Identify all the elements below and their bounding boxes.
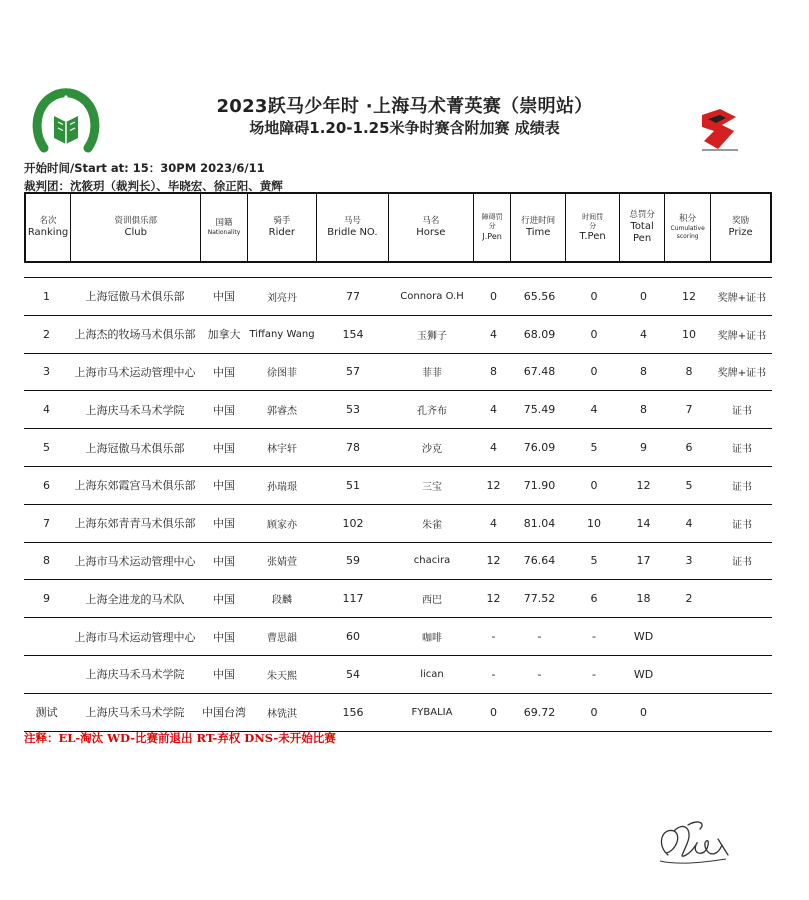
cell-total-penalty: WD — [633, 630, 654, 644]
cell-ranking: 7 — [43, 516, 50, 530]
cell-rider: 曹思韻 — [267, 633, 297, 645]
cell-horse: 菲菲 — [422, 368, 442, 380]
cell-bridle-no: 156 — [342, 705, 364, 719]
cell-cumulative-scoring: 7 — [685, 403, 693, 417]
col-time: 行进时间 Time — [511, 194, 566, 261]
cell-prize: 奖牌+证书 — [717, 292, 767, 304]
cell-time: 68.09 — [523, 327, 556, 341]
cell-bridle-no: 78 — [346, 441, 360, 455]
cell-jump-penalty: - — [491, 667, 496, 681]
cell-club: 上海庆马禾马术学院 — [85, 706, 185, 720]
cell-prize: 证书 — [732, 481, 752, 493]
cell-jump-penalty: 8 — [490, 365, 497, 379]
page-title: 2023跃马少年时 ·上海马术菁英赛（崇明站） — [216, 96, 593, 117]
cell-bridle-no: 60 — [346, 630, 360, 644]
cell-bridle-no: 59 — [346, 554, 360, 568]
cell-cumulative-scoring: 2 — [685, 592, 693, 606]
cell-time-penalty: 0 — [590, 478, 598, 492]
cell-jump-penalty: - — [491, 630, 496, 644]
cell-jump-penalty: 12 — [486, 592, 501, 606]
cell-rider: 郭睿杰 — [267, 406, 297, 418]
col-horse: 马名 Horse — [389, 194, 474, 261]
cell-time: 75.49 — [523, 403, 556, 417]
table-row — [24, 390, 772, 428]
cell-time: 69.72 — [523, 705, 556, 719]
cell-nationality: 中国台湾 — [202, 706, 246, 720]
cell-rider: 顾家亦 — [267, 519, 297, 531]
cell-horse: 咖啡 — [422, 633, 442, 645]
cell-club: 上海市马术运动管理中心 — [74, 630, 196, 644]
cell-nationality: 中国 — [213, 479, 235, 493]
cell-total-penalty: 12 — [636, 478, 651, 492]
cell-club: 上海杰的牧场马术俱乐部 — [74, 328, 196, 342]
cell-prize: 证书 — [732, 519, 752, 531]
cell-jump-penalty: 4 — [490, 327, 497, 341]
cell-nationality: 中国 — [213, 290, 235, 304]
cell-prize: 奖牌+证书 — [717, 330, 767, 342]
cell-rider: 林宇轩 — [267, 444, 297, 456]
cell-rider: 刘亮丹 — [267, 292, 297, 304]
cell-ranking: 9 — [43, 592, 50, 606]
cell-ranking: 6 — [43, 478, 50, 492]
cell-horse: Connora O.H — [400, 290, 464, 302]
cell-time-penalty: 0 — [590, 327, 598, 341]
cell-club: 上海冠傲马术俱乐部 — [85, 441, 185, 455]
cell-cumulative-scoring: 10 — [682, 327, 696, 341]
cell-time-penalty: 5 — [590, 441, 598, 455]
cell-prize: 奖牌+证书 — [717, 368, 767, 380]
cell-time: 76.09 — [523, 441, 556, 455]
col-jump-penalty: 障碍罚分 J.Pen — [474, 194, 511, 261]
cell-nationality: 中国 — [213, 517, 235, 531]
cell-rider: 孙瑞璟 — [267, 481, 297, 493]
cell-time-penalty: 4 — [590, 403, 598, 417]
cell-cumulative-scoring: 4 — [685, 516, 693, 530]
cell-time-penalty: - — [592, 630, 596, 644]
cell-club: 上海庆马禾马术学院 — [85, 668, 185, 682]
cell-total-penalty: 17 — [636, 554, 651, 568]
cell-club: 上海东郊霞宫马术俱乐部 — [74, 479, 196, 493]
cell-time-penalty: 0 — [590, 705, 598, 719]
cell-time: 76.64 — [523, 554, 556, 568]
cell-club: 上海冠傲马术俱乐部 — [85, 290, 185, 304]
col-total-penalty: 总罚分 Total Pen — [620, 194, 665, 261]
cell-horse: 沙克 — [422, 444, 442, 456]
cell-time-penalty: 10 — [587, 516, 601, 530]
cell-total-penalty: 9 — [640, 441, 647, 455]
cell-cumulative-scoring: 8 — [685, 365, 693, 379]
cell-nationality: 中国 — [213, 554, 235, 568]
cell-horse: chacira — [413, 555, 451, 567]
cell-rider: 徐图菲 — [267, 368, 297, 380]
cell-horse: lican — [420, 668, 444, 680]
table-row — [24, 579, 772, 617]
table-row — [24, 693, 772, 732]
cell-time: 71.90 — [523, 478, 556, 492]
cell-bridle-no: 53 — [346, 403, 360, 417]
table-row — [24, 504, 772, 542]
cell-time: 81.04 — [523, 516, 556, 530]
cell-club: 上海全进龙的马术队 — [85, 592, 185, 606]
cell-horse: 玉狮子 — [417, 330, 447, 342]
cell-horse: 孔齐布 — [417, 406, 447, 418]
col-ranking: 名次 Ranking — [24, 194, 71, 261]
cell-cumulative-scoring: 6 — [685, 441, 693, 455]
cell-club: 上海东郊青青马术俱乐部 — [74, 517, 196, 531]
cell-rider: 段麟 — [272, 595, 292, 607]
cell-cumulative-scoring: 5 — [685, 478, 693, 492]
cell-time-penalty: 5 — [590, 554, 598, 568]
cell-time: - — [537, 630, 542, 644]
cell-total-penalty: 0 — [640, 705, 647, 719]
legend-note: 注释：EL-淘汰 WD-比赛前退出 RT-弃权 DNS-未开始比赛 — [24, 731, 336, 745]
table-row — [24, 542, 772, 580]
cell-nationality: 中国 — [213, 365, 235, 379]
cell-total-penalty: 8 — [640, 365, 647, 379]
cell-jump-penalty: 0 — [490, 705, 497, 719]
table-row — [24, 315, 772, 353]
cell-ranking: 3 — [43, 365, 50, 379]
results-rows — [24, 277, 772, 732]
cell-jump-penalty: 4 — [490, 403, 497, 417]
cell-total-penalty: 18 — [636, 592, 651, 606]
start-time: 开始时间/Start at: 15：30PM 2023/6/11 — [24, 161, 265, 175]
cell-bridle-no: 54 — [346, 667, 360, 681]
cell-time-penalty: 0 — [590, 289, 598, 303]
cell-cumulative-scoring: 12 — [682, 289, 696, 303]
cell-club: 上海市马术运动管理中心 — [74, 365, 196, 379]
cell-rider: 朱天熙 — [267, 670, 297, 682]
table-header — [24, 192, 772, 263]
cell-jump-penalty: 12 — [486, 554, 501, 568]
cell-total-penalty: 4 — [640, 327, 647, 341]
cell-horse: FYBALIA — [411, 706, 453, 718]
cell-ranking: 4 — [43, 403, 50, 417]
cell-prize: 证书 — [732, 444, 752, 456]
cell-horse: 三宝 — [422, 481, 442, 493]
cell-time-penalty: 6 — [590, 592, 598, 606]
cell-nationality: 中国 — [213, 592, 235, 606]
cell-time: 77.52 — [523, 592, 556, 606]
col-prize: 奖励 Prize — [711, 194, 772, 261]
cell-ranking: 1 — [43, 289, 50, 303]
cell-bridle-no: 117 — [342, 592, 364, 606]
cell-bridle-no: 57 — [346, 365, 360, 379]
cell-time: 65.56 — [523, 289, 556, 303]
table-row — [24, 617, 772, 655]
page-subtitle: 场地障碍1.20-1.25米争时赛含附加赛 成绩表 — [249, 119, 560, 137]
cell-ranking: 5 — [43, 441, 50, 455]
table-row — [24, 277, 772, 315]
table-row — [24, 428, 772, 466]
table-row — [24, 655, 772, 693]
cell-time: - — [537, 667, 542, 681]
cell-prize: 证书 — [732, 557, 752, 569]
cell-jump-penalty: 4 — [490, 516, 497, 530]
cell-nationality: 中国 — [213, 403, 235, 417]
col-rider: 骑手 Rider — [248, 194, 318, 261]
cell-jump-penalty: 0 — [490, 289, 497, 303]
col-nationality: 国籍 Nationality — [201, 194, 247, 261]
table-row — [24, 353, 772, 391]
col-club: 资训俱乐部 Club — [71, 194, 201, 261]
cell-nationality: 加拿大 — [207, 328, 241, 342]
cell-time-penalty: 0 — [590, 365, 598, 379]
cell-club: 上海市马术运动管理中心 — [74, 554, 196, 568]
cell-total-penalty: 14 — [636, 516, 651, 530]
cell-total-penalty: 0 — [640, 289, 647, 303]
cell-rider: 林铣淇 — [267, 708, 297, 720]
cell-prize: 证书 — [732, 406, 752, 418]
cell-nationality: 中国 — [213, 630, 235, 644]
cell-nationality: 中国 — [213, 668, 235, 682]
cell-jump-penalty: 4 — [490, 441, 497, 455]
cell-bridle-no: 102 — [342, 516, 364, 530]
results-table — [24, 192, 772, 732]
cell-rider: 张婧萱 — [267, 557, 297, 569]
cell-cumulative-scoring: 3 — [685, 554, 693, 568]
cell-bridle-no: 77 — [346, 289, 360, 303]
table-row — [24, 466, 772, 504]
cell-time: 67.48 — [523, 365, 556, 379]
cell-rider: Tiffany Wang — [249, 328, 315, 340]
cell-bridle-no: 51 — [346, 478, 360, 492]
col-cumulative-scoring: 积分 Cumulative scoring — [665, 194, 711, 261]
cell-nationality: 中国 — [213, 441, 235, 455]
signature-icon — [648, 815, 738, 871]
cell-club: 上海庆马禾马术学院 — [85, 403, 185, 417]
cell-horse: 朱雀 — [422, 519, 442, 531]
cell-horse: 西巴 — [422, 595, 442, 607]
cell-ranking: 测试 — [35, 706, 58, 720]
cell-ranking: 2 — [43, 327, 50, 341]
cell-time-penalty: - — [592, 667, 596, 681]
cell-total-penalty: 8 — [640, 403, 647, 417]
cell-bridle-no: 154 — [342, 327, 364, 341]
judges-panel: 裁判团：沈筱玥（裁判长）、毕晓宏、徐正阳、黄辉 — [24, 179, 283, 193]
col-time-penalty: 时间罚分 T.Pen — [566, 194, 620, 261]
col-bridle-no: 马号 Bridle NO. — [317, 194, 389, 261]
cell-total-penalty: WD — [633, 667, 654, 681]
cell-jump-penalty: 12 — [486, 478, 501, 492]
cell-ranking: 8 — [43, 554, 50, 568]
